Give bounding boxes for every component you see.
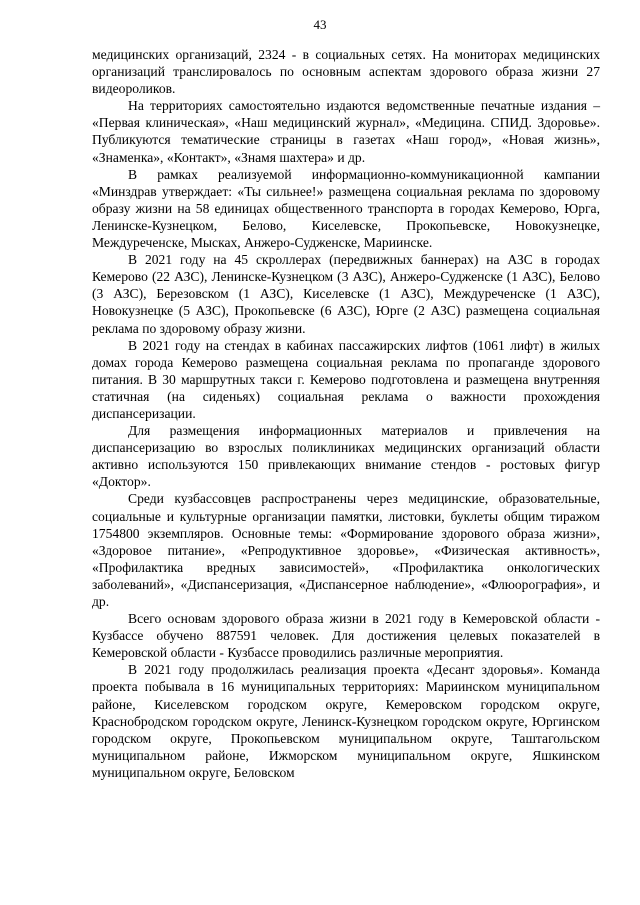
paragraph-stands: Для размещения информационных материалов и привлечения на диспансеризацию во взрослых поликлиниках медицинских организаций области активно используются 150 привлекающих внимание стендов - ростовых фигур «Доктор». bbox=[92, 423, 600, 490]
paragraph-elevators: В 2021 году на стендах в кабинах пассажирских лифтов (1061 лифт) в жилых домах города Кемерово размещена социальная реклама по пропаганде здорового питания. В 30 маршрутных такси г. Кемерово подготовлена и размещена внутренняя статичная (на сиденьях) социальная реклама о важности прохождения диспансеризации. bbox=[92, 337, 600, 421]
paragraph-leaflets: Среди кузбассовцев распространены через медицинские, образовательные, социальные и культурные организации памятки, листовки, буклеты общим тиражом 1754800 экземпляров. Основные темы: «Формирование здорового образа жизни», «Здоровое питание», «Репродуктивное здоровье», «Физическая активность», «Профилактика вредных зависимостей», «Профилактика онкологических заболеваний», «Диспансеризация, «Диспансерное наблюдение», «Флюорография», и др. bbox=[92, 491, 600, 609]
page-number: 43 bbox=[313, 17, 327, 32]
paragraph-health-landing: В 2021 году продолжилась реализация проекта «Десант здоровья». Команда проекта побывала в 16 муниципальных территориях: Мариинском муниципальном районе, Киселевском городском округе, Кемеровском городском округе, Краснобродском городском округе, Ленинск-Кузнецком городском округе, Юргинском городском округе, Прокопьевском муниципальном округе, Таштагольском муниципальном районе, Ижморском муниципальном округе, Яшкинском муниципальном округе, Беловском bbox=[92, 662, 600, 780]
paragraph-print-media: На территориях самостоятельно издаются ведомственные печатные издания – «Первая клиническая», «Наш медицинский журнал», «Медицина. СПИД. Здоровье». Публикуются тематические страницы в газетах «Наш город», «Новая жизнь», «Знаменка», «Контакт», «Знамя шахтера» и др. bbox=[92, 98, 600, 165]
paragraph-scrollers: В 2021 году на 45 скроллерах (передвижных баннерах) на АЗС в городах Кемерово (22 АЗС), Ленинске-Кузнецком (3 АЗС), Анжеро-Судженске (1 АЗС), Белово (3 АЗС), Березовском (1 АЗС), Киселевске (1 АЗС), Междуреченске (1 АЗС), Новокузнецке (5 АЗС), Прокопьевске (6 АЗС), Юрге (2 АЗС) размещена социальная реклама по здоровому образу жизни. bbox=[92, 252, 600, 336]
paragraph-transport-ads: В рамках реализуемой информационно-коммуникационной кампании «Минздрав утверждает: «Ты сильнее!» размещена социальная реклама по здоровому образу жизни на 58 единицах общественного транспорта в городах Кемерово, Юрга, Ленинске-Кузнецком, Белово, Киселевске, Прокопьевске, Новокузнецке, Междуреченске, Мысках, Анжеро-Судженске, Мариинске. bbox=[92, 166, 600, 251]
document-body bbox=[92, 46, 600, 781]
paragraph-training: Всего основам здорового образа жизни в 2021 году в Кемеровской области - Кузбассе обучено 887591 человек. Для достижения целевых показателей в Кемеровской области - Кузбассе проводились различные мероприятия. bbox=[92, 611, 600, 661]
paragraph-continued: медицинских организаций, 2324 - в социальных сетях. На мониторах медицинских организаций транслировалось по основным аспектам здорового образа жизни 27 видеороликов. bbox=[92, 47, 600, 97]
